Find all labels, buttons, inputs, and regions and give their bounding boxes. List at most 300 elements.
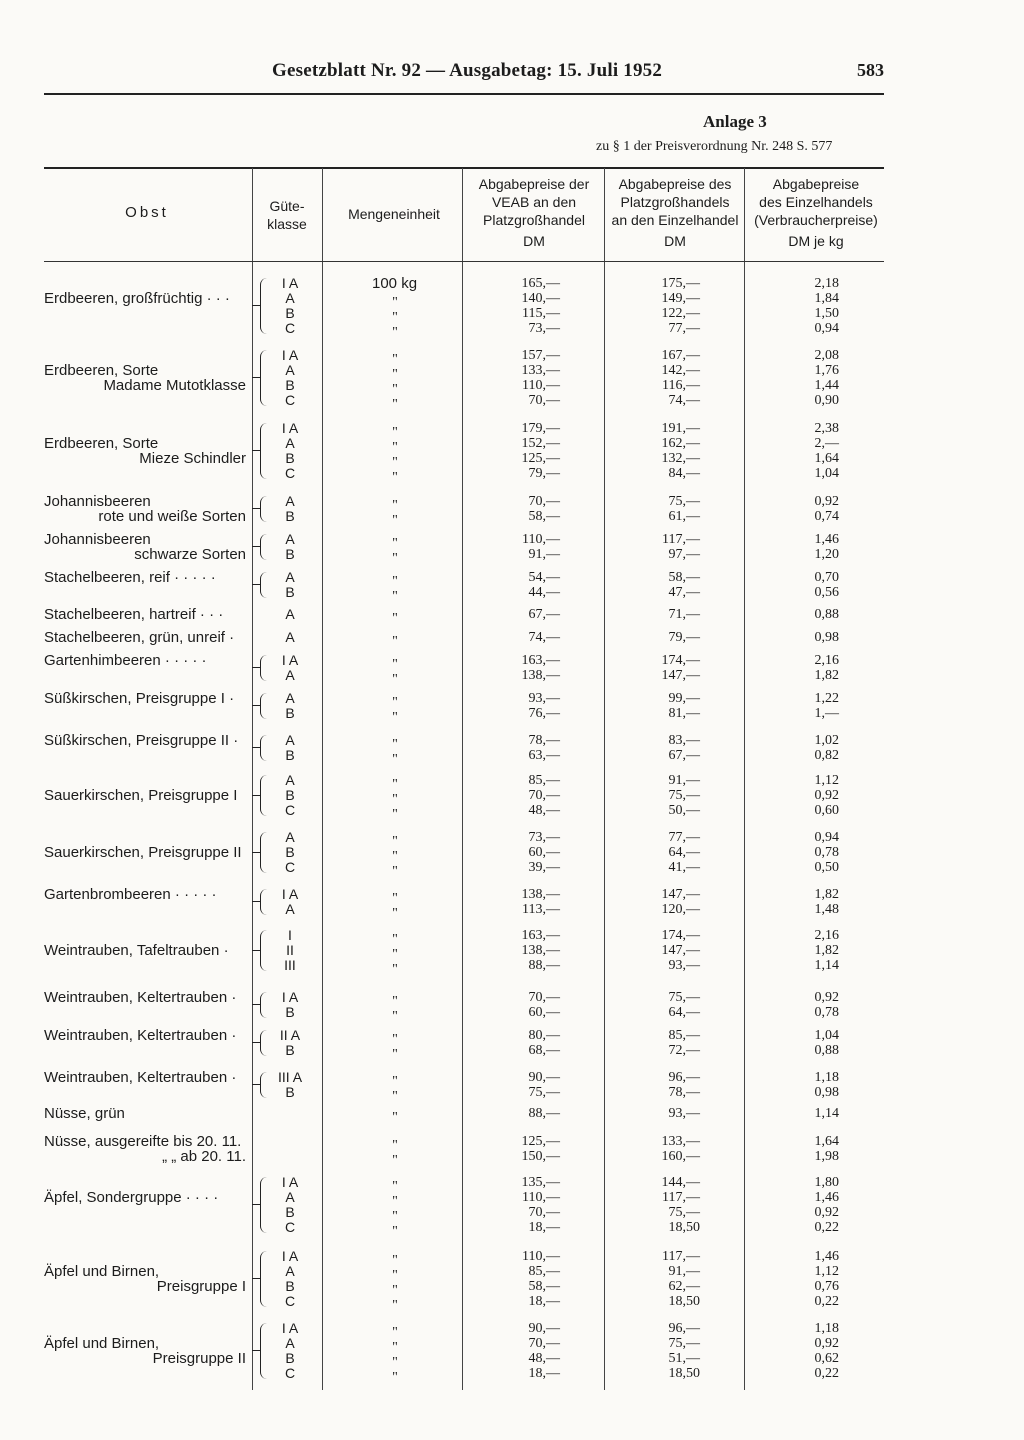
price-einzelhandel: 0,22 xyxy=(814,1220,839,1235)
fruit-name: Äpfel und Birnen, xyxy=(44,1263,160,1280)
grade-class: I A xyxy=(281,1320,299,1336)
grade-class: B xyxy=(285,1278,295,1294)
unit-ditto: " xyxy=(392,498,398,513)
price-platzgrosshandel: 191,— xyxy=(661,421,700,436)
grade-class: B xyxy=(285,584,295,600)
unit-ditto: " xyxy=(392,470,398,485)
price-veab: 179,— xyxy=(521,421,560,436)
grade-class xyxy=(268,1149,312,1164)
col-header-veab: Abgabepreise der VEAB an den Platzgroßhandel DM xyxy=(478,176,590,249)
unit-ditto: " xyxy=(392,382,398,397)
price-einzelhandel: 2,38 xyxy=(814,421,839,436)
price-veab: 78,— xyxy=(528,733,560,748)
grade-class: II xyxy=(286,942,294,958)
fruit-group xyxy=(0,989,1024,1024)
fruit-group xyxy=(0,1248,1024,1313)
price-platzgrosshandel: 83,— xyxy=(668,733,700,748)
price-einzelhandel: 0,92 xyxy=(814,1336,839,1351)
fruit-group xyxy=(0,420,1024,485)
grade-class: A xyxy=(285,1263,295,1279)
price-platzgrosshandel: 85,— xyxy=(668,1028,700,1043)
price-einzelhandel: 1,14 xyxy=(814,1106,839,1121)
price-veab: 165,— xyxy=(521,276,560,291)
price-einzelhandel: 2,18 xyxy=(814,276,839,291)
fruit-name: Süßkirschen, Preisgruppe II · xyxy=(44,732,239,749)
grade-class: C xyxy=(284,859,296,875)
grade-brace xyxy=(260,1323,267,1379)
grade-class: A xyxy=(285,772,295,788)
price-platzgrosshandel: 122,— xyxy=(661,306,700,321)
fruit-name: Erdbeeren, Sorte xyxy=(44,435,159,452)
grade-class: B xyxy=(285,1204,295,1220)
price-veab: 67,— xyxy=(528,607,560,622)
unit-ditto: " xyxy=(392,551,398,566)
unit-ditto: " xyxy=(392,397,398,412)
price-veab: 73,— xyxy=(528,830,560,845)
grade-brace xyxy=(260,1251,267,1307)
fruit-group xyxy=(0,652,1024,687)
unit-ditto: " xyxy=(392,1032,398,1047)
price-veab: 110,— xyxy=(522,532,560,547)
grade-class: C xyxy=(284,465,296,481)
price-einzelhandel: 1,64 xyxy=(814,451,839,466)
fruit-name: Weintrauben, Tafeltrauben · xyxy=(44,942,229,959)
price-platzgrosshandel: 147,— xyxy=(661,943,700,958)
grade-class: I A xyxy=(281,886,299,902)
price-veab: 58,— xyxy=(528,1279,560,1294)
price-veab: 90,— xyxy=(528,1070,560,1085)
price-veab: 152,— xyxy=(521,436,560,451)
price-platzgrosshandel: 142,— xyxy=(661,363,700,378)
unit-ditto: " xyxy=(392,611,398,626)
fruit-name: Johannisbeeren xyxy=(44,531,151,548)
unit-ditto: " xyxy=(392,325,398,340)
unit-ditto: " xyxy=(392,807,398,822)
fruit-group xyxy=(0,829,1024,879)
fruit-name: rote und weiße Sorten xyxy=(98,508,246,525)
price-platzgrosshandel: 79,— xyxy=(668,630,700,645)
price-veab: 18,— xyxy=(528,1366,560,1381)
grade-class: B xyxy=(285,747,295,763)
fruit-group xyxy=(0,1069,1024,1104)
price-veab: 70,— xyxy=(528,1205,560,1220)
grade-brace xyxy=(260,350,267,406)
price-platzgrosshandel: 71,— xyxy=(668,607,700,622)
unit-ditto: " xyxy=(392,695,398,710)
price-platzgrosshandel: 117,— xyxy=(662,1190,700,1205)
price-veab: 70,— xyxy=(528,788,560,803)
grade-class xyxy=(268,1106,312,1121)
price-platzgrosshandel: 77,— xyxy=(668,321,700,336)
price-einzelhandel: 0,94 xyxy=(814,321,839,336)
price-platzgrosshandel: 93,— xyxy=(668,1106,700,1121)
price-einzelhandel: 0,78 xyxy=(814,1005,839,1020)
col-header-obst: Obst xyxy=(125,204,169,221)
grade-brace xyxy=(260,992,267,1018)
grade-class: I A xyxy=(281,1174,299,1190)
price-platzgrosshandel: 64,— xyxy=(668,845,700,860)
unit-ditto: " xyxy=(392,1224,398,1239)
price-einzelhandel: 1,82 xyxy=(814,668,839,683)
price-veab: 110,— xyxy=(522,378,560,393)
unit-ditto: " xyxy=(392,1089,398,1104)
grade-brace xyxy=(260,693,267,719)
unit-ditto: " xyxy=(392,1194,398,1209)
price-veab: 113,— xyxy=(522,902,560,917)
grade-class: A xyxy=(285,606,295,622)
grade-brace xyxy=(260,1030,267,1056)
fruit-name: Stachelbeeren, reif · · · · · xyxy=(44,569,216,586)
price-platzgrosshandel: 67,— xyxy=(668,748,700,763)
fruit-group xyxy=(0,927,1024,977)
price-veab: 18,— xyxy=(528,1220,560,1235)
price-platzgrosshandel: 72,— xyxy=(668,1043,700,1058)
fruit-group xyxy=(0,493,1024,528)
price-platzgrosshandel: 18,50 xyxy=(668,1366,700,1381)
price-platzgrosshandel: 18,50 xyxy=(668,1294,700,1309)
unit-ditto: " xyxy=(392,1009,398,1024)
grade-brace xyxy=(260,930,267,971)
price-einzelhandel: 2,16 xyxy=(814,928,839,943)
table-header-rule xyxy=(44,261,884,262)
unit-ditto: " xyxy=(392,737,398,752)
grade-class: C xyxy=(284,1219,296,1235)
fruit-name: Weintrauben, Keltertrauben · xyxy=(44,989,237,1006)
price-einzelhandel: 1,02 xyxy=(814,733,839,748)
grade-class: B xyxy=(285,1004,295,1020)
unit-ditto: " xyxy=(392,710,398,725)
fruit-group xyxy=(0,347,1024,412)
grade-brace xyxy=(260,1072,267,1098)
grade-brace xyxy=(260,1177,267,1233)
unit-ditto: " xyxy=(392,513,398,528)
price-einzelhandel: 1,80 xyxy=(814,1175,839,1190)
price-veab: 76,— xyxy=(528,706,560,721)
fruit-name: Stachelbeeren, grün, unreif · xyxy=(44,629,235,646)
grade-brace xyxy=(260,775,267,816)
price-platzgrosshandel: 77,— xyxy=(668,830,700,845)
col-header-einzel: Abgabepreise des Einzelhandels (Verbraucherpreise) DM je kg xyxy=(754,176,878,249)
fruit-group xyxy=(0,1133,1024,1168)
price-platzgrosshandel: 18,50 xyxy=(668,1220,700,1235)
col-header-platz: Abgabepreise des Platzgroßhandels an den Einzelhandel DM xyxy=(611,176,739,249)
grade-class: B xyxy=(285,377,295,393)
grade-class: B xyxy=(285,844,295,860)
grade-class: I A xyxy=(281,989,299,1005)
fruit-group xyxy=(0,1105,1024,1125)
grade-class: C xyxy=(284,320,296,336)
price-veab: 157,— xyxy=(521,348,560,363)
price-veab: 93,— xyxy=(528,691,560,706)
price-veab: 163,— xyxy=(521,653,560,668)
fruit-name: Nüsse, ausgereifte bis 20. 11. xyxy=(44,1133,242,1150)
price-einzelhandel: 0,92 xyxy=(814,990,839,1005)
price-platzgrosshandel: 41,— xyxy=(668,860,700,875)
price-veab: 138,— xyxy=(521,887,560,902)
price-einzelhandel: 1,18 xyxy=(814,1321,839,1336)
unit-ditto: " xyxy=(392,672,398,687)
price-einzelhandel: 0,70 xyxy=(814,570,839,585)
price-veab: 79,— xyxy=(528,466,560,481)
price-einzelhandel: 0,78 xyxy=(814,845,839,860)
fruit-name: Süßkirschen, Preisgruppe I · xyxy=(44,690,235,707)
header-rule xyxy=(44,93,884,95)
col-header-guete: Güte- klasse xyxy=(267,198,307,232)
grade-class: I A xyxy=(281,420,299,436)
price-einzelhandel: 2,16 xyxy=(814,653,839,668)
fruit-group xyxy=(0,569,1024,604)
price-veab: 163,— xyxy=(521,928,560,943)
unit-ditto: " xyxy=(392,310,398,325)
fruit-name: Mieze Schindler xyxy=(139,450,246,467)
fruit-name: Preisgruppe II xyxy=(152,1350,246,1367)
unit-ditto: " xyxy=(392,1355,398,1370)
grade-class: III A xyxy=(277,1069,303,1085)
grade-class: A xyxy=(285,629,295,645)
price-veab: 135,— xyxy=(521,1175,560,1190)
fruit-name: Madame Mutotklasse xyxy=(103,377,246,394)
grade-class: B xyxy=(285,508,295,524)
price-einzelhandel: 1,82 xyxy=(814,943,839,958)
price-einzelhandel: 0,74 xyxy=(814,509,839,524)
price-platzgrosshandel: 149,— xyxy=(661,291,700,306)
grade-class: A xyxy=(285,435,295,451)
grade-class: A xyxy=(285,732,295,748)
fruit-name: Erdbeeren, großfrüchtig · · · xyxy=(44,290,230,307)
fruit-name: Stachelbeeren, hartreif · · · xyxy=(44,606,224,623)
price-veab: 48,— xyxy=(528,1351,560,1366)
price-einzelhandel: 1,18 xyxy=(814,1070,839,1085)
fruit-group xyxy=(0,629,1024,649)
unit-ditto: " xyxy=(392,777,398,792)
grade-class: III xyxy=(284,957,296,973)
grade-class: A xyxy=(285,667,295,683)
price-veab: 60,— xyxy=(528,845,560,860)
price-einzelhandel: 0,98 xyxy=(814,630,839,645)
price-einzelhandel: 0,76 xyxy=(814,1279,839,1294)
grade-class: B xyxy=(285,1042,295,1058)
price-einzelhandel: 0,90 xyxy=(814,393,839,408)
fruit-name: Johannisbeeren xyxy=(44,493,151,510)
price-veab: 80,— xyxy=(528,1028,560,1043)
price-veab: 138,— xyxy=(521,943,560,958)
fruit-name: Nüsse, grün xyxy=(44,1105,125,1122)
fruit-group xyxy=(0,531,1024,566)
price-einzelhandel: 0,92 xyxy=(814,788,839,803)
price-einzelhandel: 0,94 xyxy=(814,830,839,845)
grade-class: C xyxy=(284,1293,296,1309)
grade-class: A xyxy=(285,362,295,378)
price-veab: 91,— xyxy=(528,547,560,562)
unit-ditto: " xyxy=(392,864,398,879)
unit-ditto: " xyxy=(392,849,398,864)
grade-brace xyxy=(260,496,267,522)
price-veab: 88,— xyxy=(528,958,560,973)
fruit-group xyxy=(0,732,1024,767)
price-einzelhandel: 1,98 xyxy=(814,1149,839,1164)
unit-ditto: " xyxy=(392,1110,398,1125)
grade-class: II A xyxy=(279,1027,301,1043)
price-einzelhandel: 0,60 xyxy=(814,803,839,818)
price-veab: 125,— xyxy=(521,1134,560,1149)
price-platzgrosshandel: 132,— xyxy=(661,451,700,466)
price-veab: 68,— xyxy=(528,1043,560,1058)
page-number: 583 xyxy=(857,60,884,80)
price-platzgrosshandel: 75,— xyxy=(668,788,700,803)
price-platzgrosshandel: 84,— xyxy=(668,466,700,481)
fruit-name: Äpfel und Birnen, xyxy=(44,1335,160,1352)
grade-class: A xyxy=(285,531,295,547)
unit-ditto: " xyxy=(392,891,398,906)
grade-class: B xyxy=(285,705,295,721)
price-einzelhandel: 2,— xyxy=(814,436,839,451)
fruit-name: Weintrauben, Keltertrauben · xyxy=(44,1069,237,1086)
price-einzelhandel: 1,— xyxy=(814,706,839,721)
price-veab: 70,— xyxy=(528,494,560,509)
price-platzgrosshandel: 50,— xyxy=(668,803,700,818)
price-einzelhandel: 1,64 xyxy=(814,1134,839,1149)
fruit-group xyxy=(0,690,1024,725)
price-veab: 140,— xyxy=(521,291,560,306)
grade-class: B xyxy=(285,450,295,466)
unit-ditto: " xyxy=(392,1179,398,1194)
price-einzelhandel: 0,88 xyxy=(814,1043,839,1058)
unit-ditto: " xyxy=(392,1209,398,1224)
price-platzgrosshandel: 78,— xyxy=(668,1085,700,1100)
price-einzelhandel: 1,04 xyxy=(814,1028,839,1043)
price-veab: 39,— xyxy=(528,860,560,875)
price-veab: 110,— xyxy=(522,1249,560,1264)
grade-brace xyxy=(260,889,267,915)
unit-ditto: " xyxy=(392,1138,398,1153)
price-einzelhandel: 1,76 xyxy=(814,363,839,378)
price-platzgrosshandel: 120,— xyxy=(661,902,700,917)
price-veab: 133,— xyxy=(521,363,560,378)
unit-label: 100 kg xyxy=(372,275,418,292)
price-platzgrosshandel: 51,— xyxy=(668,1351,700,1366)
unit-ditto: " xyxy=(392,1283,398,1298)
price-platzgrosshandel: 75,— xyxy=(668,1205,700,1220)
price-veab: 70,— xyxy=(528,393,560,408)
grade-class: A xyxy=(285,690,295,706)
unit-ditto: " xyxy=(392,906,398,921)
price-platzgrosshandel: 117,— xyxy=(662,1249,700,1264)
fruit-group xyxy=(0,606,1024,626)
unit-ditto: " xyxy=(392,994,398,1009)
price-einzelhandel: 0,98 xyxy=(814,1085,839,1100)
price-einzelhandel: 0,56 xyxy=(814,585,839,600)
price-platzgrosshandel: 96,— xyxy=(668,1321,700,1336)
grade-class: I A xyxy=(281,1248,299,1264)
fruit-group xyxy=(0,772,1024,822)
grade-class: A xyxy=(285,1335,295,1351)
price-einzelhandel: 1,46 xyxy=(814,532,839,547)
price-einzelhandel: 1,22 xyxy=(814,691,839,706)
fruit-name: schwarze Sorten xyxy=(134,546,246,563)
grade-class: A xyxy=(285,569,295,585)
fruit-name: Sauerkirschen, Preisgruppe II xyxy=(44,844,242,861)
unit-ditto: " xyxy=(392,425,398,440)
price-platzgrosshandel: 75,— xyxy=(668,1336,700,1351)
price-veab: 18,— xyxy=(528,1294,560,1309)
price-platzgrosshandel: 91,— xyxy=(668,773,700,788)
unit-ditto: " xyxy=(392,834,398,849)
grade-class: B xyxy=(285,1084,295,1100)
price-veab: 85,— xyxy=(528,773,560,788)
price-platzgrosshandel: 61,— xyxy=(668,509,700,524)
unit-ditto: " xyxy=(392,440,398,455)
price-platzgrosshandel: 58,— xyxy=(668,570,700,585)
price-platzgrosshandel: 81,— xyxy=(668,706,700,721)
fruit-name: Erdbeeren, Sorte xyxy=(44,362,159,379)
grade-class: I A xyxy=(281,652,299,668)
fruit-name: Äpfel, Sondergruppe · · · · xyxy=(44,1189,219,1206)
fruit-group xyxy=(0,1174,1024,1239)
price-platzgrosshandel: 174,— xyxy=(661,928,700,943)
price-platzgrosshandel: 116,— xyxy=(662,378,700,393)
price-einzelhandel: 1,14 xyxy=(814,958,839,973)
price-platzgrosshandel: 75,— xyxy=(668,494,700,509)
price-einzelhandel: 1,50 xyxy=(814,306,839,321)
price-veab: 85,— xyxy=(528,1264,560,1279)
grade-brace xyxy=(260,278,267,334)
price-veab: 150,— xyxy=(521,1149,560,1164)
fruit-group xyxy=(0,1320,1024,1385)
unit-ditto: " xyxy=(392,1253,398,1268)
grade-class xyxy=(268,1134,312,1149)
unit-ditto: " xyxy=(392,1340,398,1355)
price-einzelhandel: 1,46 xyxy=(814,1249,839,1264)
annex-reference: zu § 1 der Preisverordnung Nr. 248 S. 577 xyxy=(596,139,833,154)
price-einzelhandel: 0,22 xyxy=(814,1294,839,1309)
grade-brace xyxy=(260,735,267,761)
fruit-name: „ „ ab 20. 11. xyxy=(162,1148,246,1165)
unit-ditto: " xyxy=(392,1047,398,1062)
fruit-name: Weintrauben, Keltertrauben · xyxy=(44,1027,237,1044)
price-einzelhandel: 0,22 xyxy=(814,1366,839,1381)
unit-ditto: " xyxy=(392,1325,398,1340)
grade-brace xyxy=(260,832,267,873)
grade-class: C xyxy=(284,802,296,818)
grade-brace xyxy=(260,423,267,479)
unit-ditto: " xyxy=(392,536,398,551)
price-veab: 110,— xyxy=(522,1190,560,1205)
price-veab: 48,— xyxy=(528,803,560,818)
unit-ditto: " xyxy=(392,574,398,589)
page-header xyxy=(44,58,884,94)
price-platzgrosshandel: 75,— xyxy=(668,990,700,1005)
price-einzelhandel: 0,82 xyxy=(814,748,839,763)
price-platzgrosshandel: 99,— xyxy=(668,691,700,706)
price-einzelhandel: 1,12 xyxy=(814,773,839,788)
unit-ditto: " xyxy=(392,962,398,977)
price-platzgrosshandel: 162,— xyxy=(661,436,700,451)
grade-class: B xyxy=(285,305,295,321)
table-top-rule xyxy=(44,167,884,169)
price-einzelhandel: 2,08 xyxy=(814,348,839,363)
price-platzgrosshandel: 167,— xyxy=(661,348,700,363)
price-platzgrosshandel: 117,— xyxy=(662,532,700,547)
unit-ditto: " xyxy=(392,589,398,604)
price-veab: 73,— xyxy=(528,321,560,336)
price-einzelhandel: 1,46 xyxy=(814,1190,839,1205)
price-platzgrosshandel: 97,— xyxy=(668,547,700,562)
price-veab: 54,— xyxy=(528,570,560,585)
price-platzgrosshandel: 147,— xyxy=(661,887,700,902)
price-einzelhandel: 0,88 xyxy=(814,607,839,622)
price-einzelhandel: 0,50 xyxy=(814,860,839,875)
price-platzgrosshandel: 74,— xyxy=(668,393,700,408)
